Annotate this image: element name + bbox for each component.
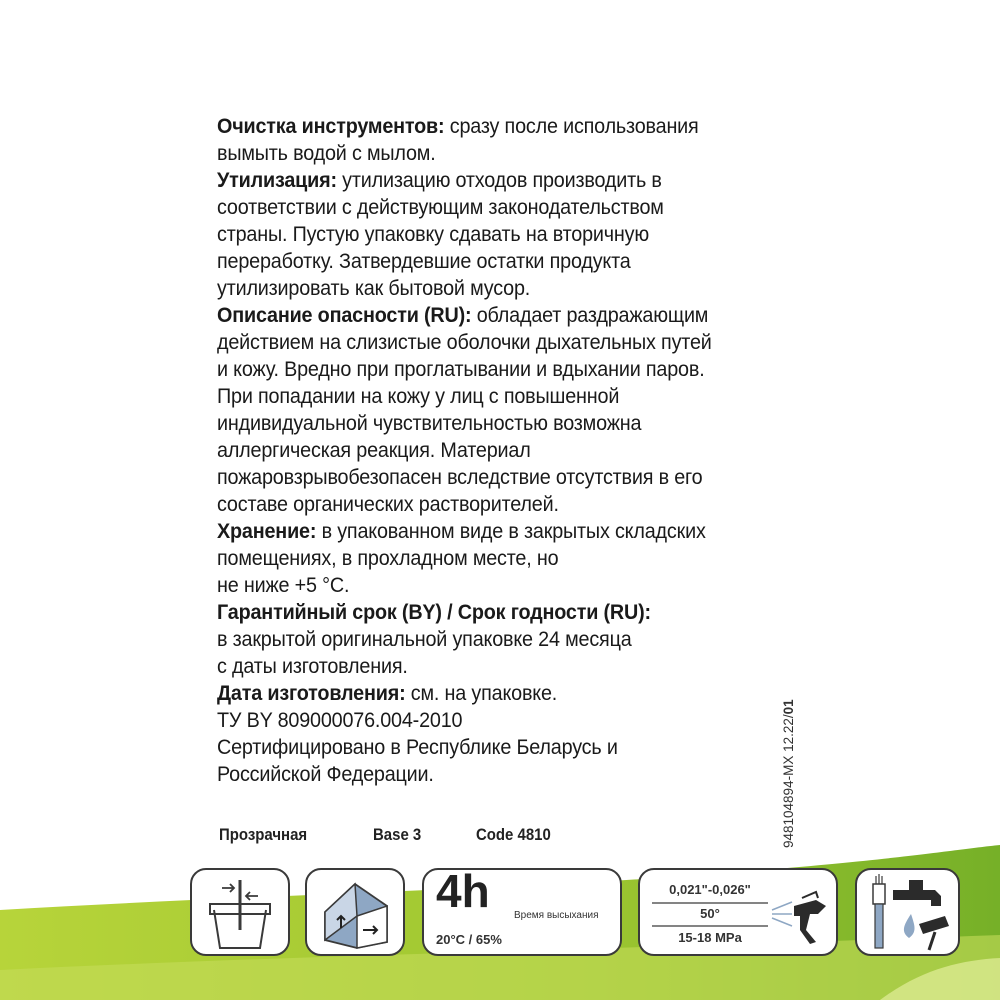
drying-time-value: 4h (436, 865, 490, 917)
product-base: Base 3 (373, 825, 422, 844)
paragraph-manufacture-date: Дата изготовления: см. на упаковке. (217, 681, 558, 705)
spray-gun-icon (640, 870, 836, 954)
certification-line-1: Сертифицировано в Республике Беларусь и (217, 735, 618, 759)
indoor-house-icon (305, 868, 405, 956)
spray-pressure: 15-18 MPa (678, 930, 742, 945)
stir-bucket-icon (190, 868, 290, 956)
product-variant: Прозрачная (219, 825, 308, 844)
certification-line-2: Российской Федерации. (217, 762, 434, 786)
tap-brush-roller-icon (855, 868, 960, 956)
paragraph-cleaning: Очистка инструментов: сразу после использования вымыть водой с мылом. (217, 114, 699, 165)
side-code: 948104894-MX 12.22/01 (781, 699, 796, 848)
paragraph-disposal: Утилизация: утилизацию отходов производить в соответствии с действующим законодательством страны. Пустую упаковку сдавать на вторичную переработку. Затвердевшие остатки продукта утилизировать как бытовой мусор. (217, 168, 664, 300)
paragraph-hazard: Описание опасности (RU): обладает раздражающим действием на слизистые оболочки дыхательных путей и кожу. Вредно при проглатывании и вдыхании паров. При попадании на кожу у лиц с повышенной индивидуальной чувствительностью возможна аллергическая реакция. Материал пожаровзрывобезопасен вследствие отсутствия в его составе органических растворителей. (217, 303, 712, 516)
spray-nozzle: 0,021"-0,026" (669, 882, 751, 897)
spray-angle: 50° (700, 906, 720, 921)
product-code: Code 4810 (475, 825, 551, 844)
paragraph-storage: Хранение: в упакованном виде в закрытых складских помещениях, в прохладном месте, но не ниже +5 °С. (217, 519, 706, 597)
tu-standard: ТУ BY 809000076.004-2010 (217, 708, 463, 732)
spray-parameters-panel (638, 868, 838, 956)
paragraph-shelf-life: Гарантийный срок (BY) / Срок годности (RU): в закрытой оригинальной упаковке 24 месяца с даты изготовления. (217, 600, 651, 678)
drying-time-label: Время высыхания (514, 910, 599, 921)
drying-time-panel (422, 865, 622, 956)
instructions-text (217, 113, 769, 788)
drying-conditions: 20°C / 65% (436, 932, 502, 947)
